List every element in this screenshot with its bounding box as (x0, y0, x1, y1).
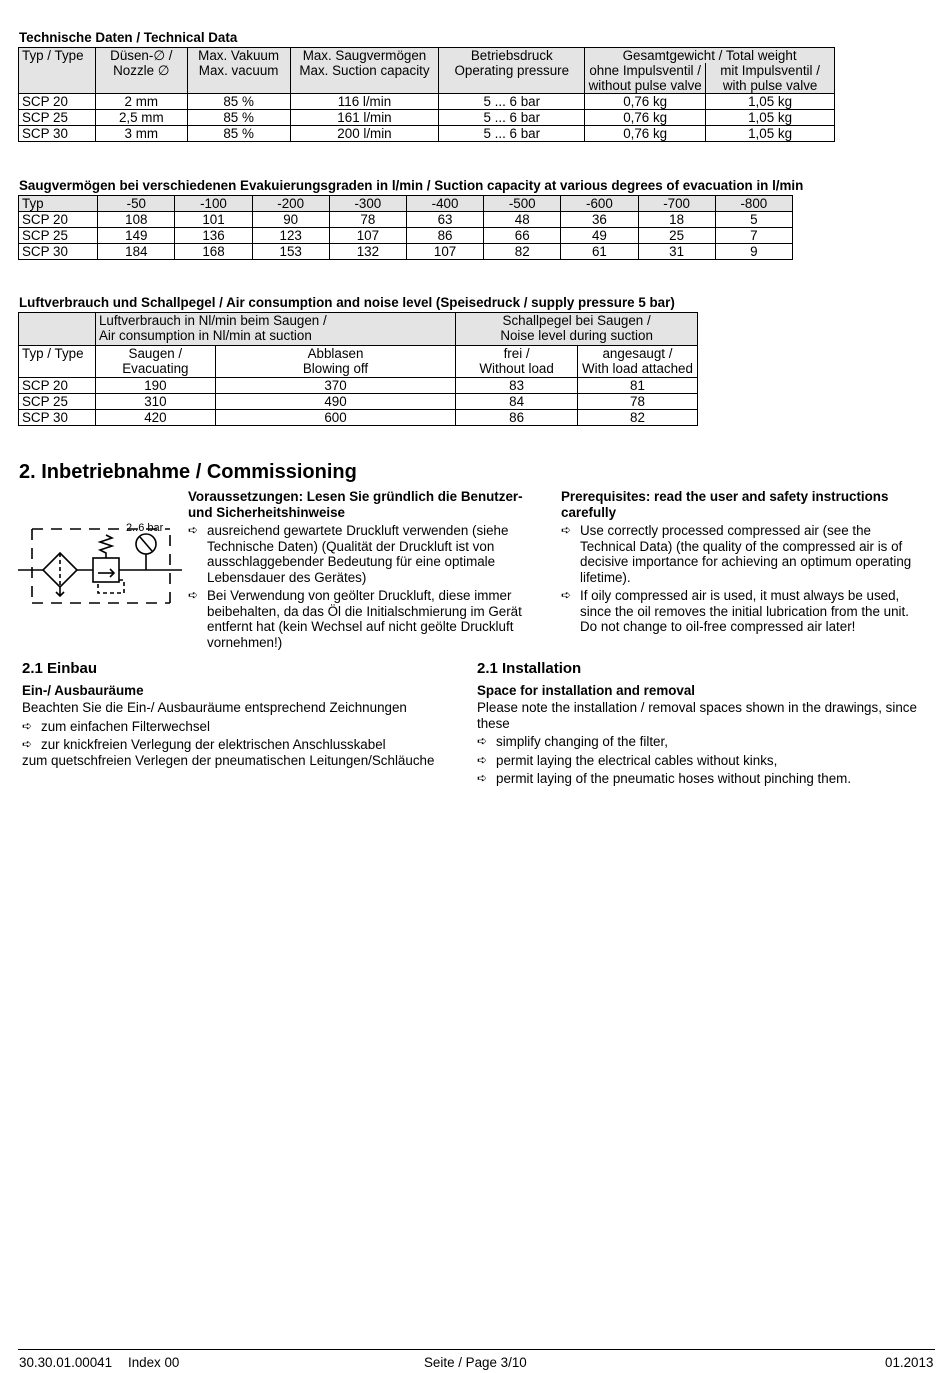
suction-table (18, 195, 793, 260)
table-row (19, 378, 698, 394)
suction-table-title: Saugvermögen bei verschiedenen Evakuierungsgraden in l/min / Suction capacity at various degrees of evacuation in l/min (19, 178, 804, 193)
cell: 7 (715, 228, 792, 244)
cell: SCP 20 (19, 212, 98, 228)
arrow-right-icon: ➪ (188, 588, 199, 602)
cell: SCP 30 (19, 410, 96, 426)
cell: SCP 25 (19, 394, 96, 410)
cell: 63 (406, 212, 483, 228)
commissioning-de (188, 489, 540, 650)
list-item-text: permit laying the electrical cables without kinks, (496, 752, 778, 768)
header-max-suction: Max. Saugvermögen Max. Suction capacity (290, 48, 439, 94)
cell: 85 % (187, 110, 290, 126)
cell: 107 (406, 244, 483, 260)
cell: 190 (95, 378, 215, 394)
header-cell: Typ (19, 196, 98, 212)
air-group-header-row (19, 313, 698, 346)
cell: 5 ... 6 bar (439, 110, 585, 126)
installation-last-de: zum quetschfreien Verlegen der pneumatischen Leitungen/Schläuche (22, 752, 435, 768)
cell: 420 (95, 410, 215, 426)
prerequisites-en: Prerequisites: read the user and safety instructions carefully (561, 489, 889, 520)
header-max-vacuum: Max. Vakuum Max. vacuum (187, 48, 290, 94)
header-cell: -100 (175, 196, 252, 212)
cell: 1,05 kg (706, 94, 835, 110)
cell: 82 (577, 410, 697, 426)
diagram-pressure-label: 2..6 bar (126, 522, 164, 534)
footer-index: Index 00 (128, 1355, 180, 1370)
cell: SCP 25 (19, 228, 98, 244)
installation-text-de: Beachten Sie die Ein-/ Ausbauräume entsprechend Zeichnungen (22, 700, 407, 715)
table-row (19, 212, 793, 228)
list-item-text: ausreichend gewartete Druckluft verwenden (siehe Technische Daten) (Qualität der Druckluft ist von ausschlaggebender Bedeutung für eine optimale Lebensdauer des Gerätes) (207, 523, 509, 585)
cell: 78 (329, 212, 406, 228)
table-row (19, 94, 835, 110)
cell: 310 (95, 394, 215, 410)
arrow-right-icon: ➪ (477, 734, 488, 748)
cell: 370 (215, 378, 455, 394)
air-table-title: Luftverbrauch und Schallpegel / Air consumption and noise level (Speisedruck / supply pressure 5 bar) (19, 295, 675, 310)
prerequisites-de: Voraussetzungen: Lesen Sie gründlich die Benutzer- und Sicherheitshinweise (188, 489, 523, 520)
arrow-right-icon: ➪ (22, 718, 33, 733)
list-item-text: Bei Verwendung von geölter Druckluft, diese immer beibehalten, da das Öl die Initialschmierung im Gerät entfernt hat (kein Wechsel auf nicht geölte Druckluft vornehmen!) (207, 588, 522, 650)
list-item-text: simplify changing of the filter, (496, 734, 668, 749)
header-noise-level: Schallpegel bei Saugen / Noise level during suction (456, 313, 698, 346)
cell: 86 (406, 228, 483, 244)
arrow-right-icon: ➪ (561, 588, 572, 602)
list-item-text: If oily compressed air is used, it must always be used, since the oil removes the initial lubrication from the unit. Do not change to oil-free compressed air later! (580, 588, 909, 634)
list-item (477, 771, 932, 787)
subheading-de: Ein-/ Ausbauräume (22, 682, 144, 698)
tech-data-header-row (19, 48, 835, 64)
cell: 0,76 kg (585, 94, 706, 110)
header-without-pulse-valve: ohne Impulsventil / without pulse valve (585, 63, 706, 94)
header-without-load: frei / Without load (456, 346, 578, 378)
cell: 1,05 kg (706, 126, 835, 142)
cell: 184 (98, 244, 175, 260)
header-cell: -50 (98, 196, 175, 212)
list-item-text: zum einfachen Filterwechsel (41, 718, 210, 734)
cell: 136 (175, 228, 252, 244)
cell: 0,76 kg (585, 110, 706, 126)
cell: 31 (638, 244, 715, 260)
heading-installation: 2.1 Installation (477, 660, 582, 677)
header-with-pulse-valve: mit Impulsventil / with pulse valve (706, 63, 835, 94)
cell: 49 (561, 228, 638, 244)
list-item (477, 753, 932, 769)
header-cell: -700 (638, 196, 715, 212)
table-row (19, 228, 793, 244)
cell: 5 ... 6 bar (439, 126, 585, 142)
arrow-right-icon: ➪ (188, 523, 199, 537)
cell: 490 (215, 394, 455, 410)
cell: SCP 30 (19, 244, 98, 260)
cell: 149 (98, 228, 175, 244)
cell: 3 mm (95, 126, 187, 142)
cell: 153 (252, 244, 329, 260)
list-item (22, 737, 462, 753)
installation-de (22, 661, 462, 768)
air-sub-header-row (19, 346, 698, 378)
list-item (188, 523, 540, 585)
pneumatic-diagram (18, 515, 182, 609)
cell: 48 (484, 212, 561, 228)
header-empty (19, 313, 96, 346)
header-blowing-off: Abblasen Blowing off (215, 346, 455, 378)
subheading-en: Space for installation and removal (477, 682, 696, 698)
arrow-right-icon: ➪ (477, 771, 488, 785)
list-item (477, 734, 932, 750)
header-cell: -800 (715, 196, 792, 212)
arrow-right-icon: ➪ (22, 737, 33, 751)
cell: 116 l/min (290, 94, 439, 110)
header-evacuating: Saugen / Evacuating (95, 346, 215, 378)
cell: 81 (577, 378, 697, 394)
cell: 18 (638, 212, 715, 228)
cell: 82 (484, 244, 561, 260)
heading-einbau: 2.1 Einbau (22, 660, 98, 677)
cell: 83 (456, 378, 578, 394)
header-total-weight: Gesamtgewicht / Total weight (585, 48, 835, 64)
arrow-right-icon: ➪ (477, 752, 488, 767)
header-nozzle: Düsen-∅ / Nozzle ∅ (95, 48, 187, 94)
header-cell: -400 (406, 196, 483, 212)
tech-data-title: Technische Daten / Technical Data (19, 30, 238, 45)
list-item (561, 588, 926, 635)
cell: 84 (456, 394, 578, 410)
cell: 90 (252, 212, 329, 228)
header-cell: -500 (484, 196, 561, 212)
cell: 9 (715, 244, 792, 260)
cell: 168 (175, 244, 252, 260)
cell: 123 (252, 228, 329, 244)
header-cell: -200 (252, 196, 329, 212)
cell: 2 mm (95, 94, 187, 110)
cell: 101 (175, 212, 252, 228)
header-with-load: angesaugt / With load attached (577, 346, 697, 378)
table-row (19, 410, 698, 426)
header-air-consumption: Luftverbrauch in Nl/min beim Saugen / Air consumption in Nl/min at suction (95, 313, 455, 346)
cell: 107 (329, 228, 406, 244)
commissioning-en (561, 489, 926, 635)
cell: 132 (329, 244, 406, 260)
suction-header-row (19, 196, 793, 212)
cell: 5 ... 6 bar (439, 94, 585, 110)
header-type: Typ / Type (19, 346, 96, 378)
list-item (561, 523, 926, 585)
footer-divider (18, 1349, 935, 1350)
header-operating-pressure: Betriebsdruck Operating pressure (439, 48, 585, 94)
list-item-text: permit laying of the pneumatic hoses without pinching them. (496, 771, 852, 786)
cell: 78 (577, 394, 697, 410)
cell: 2,5 mm (95, 110, 187, 126)
cell: 0,76 kg (585, 126, 706, 142)
table-row (19, 126, 835, 142)
list-item-text: zur knickfreien Verlegung der elektrischen Anschlusskabel (41, 737, 386, 752)
cell: 108 (98, 212, 175, 228)
installation-en (477, 661, 932, 787)
table-row (19, 394, 698, 410)
header-cell: -600 (561, 196, 638, 212)
arrow-right-icon: ➪ (561, 523, 572, 537)
cell: SCP 20 (19, 378, 96, 394)
cell: 85 % (187, 126, 290, 142)
footer-page: Seite / Page 3/10 (424, 1355, 527, 1370)
installation-text-en: Please note the installation / removal spaces shown in the drawings, since these (477, 700, 917, 731)
tech-data-table (18, 47, 835, 142)
cell: 85 % (187, 94, 290, 110)
list-item (188, 588, 540, 650)
cell: 66 (484, 228, 561, 244)
list-item-text: Use correctly processed compressed air (see the Technical Data) (the quality of the compressed air is of decisive importance for achieving an optimum operating lifetime). (580, 523, 912, 585)
cell: 61 (561, 244, 638, 260)
cell: SCP 30 (19, 126, 96, 142)
cell: 25 (638, 228, 715, 244)
cell: 200 l/min (290, 126, 439, 142)
cell: 86 (456, 410, 578, 426)
list-item (22, 719, 462, 735)
footer-date: 01.2013 (885, 1355, 934, 1370)
cell: SCP 25 (19, 110, 96, 126)
header-type: Typ / Type (19, 48, 96, 94)
footer-doc-number: 30.30.01.00041 (19, 1355, 113, 1370)
table-row (19, 110, 835, 126)
cell: 36 (561, 212, 638, 228)
cell: 161 l/min (290, 110, 439, 126)
section-heading-commissioning: 2. Inbetriebnahme / Commissioning (19, 461, 357, 483)
cell: 600 (215, 410, 455, 426)
air-table (18, 312, 698, 426)
cell: 1,05 kg (706, 110, 835, 126)
cell: SCP 20 (19, 94, 96, 110)
header-cell: -300 (329, 196, 406, 212)
table-row (19, 244, 793, 260)
cell: 5 (715, 212, 792, 228)
